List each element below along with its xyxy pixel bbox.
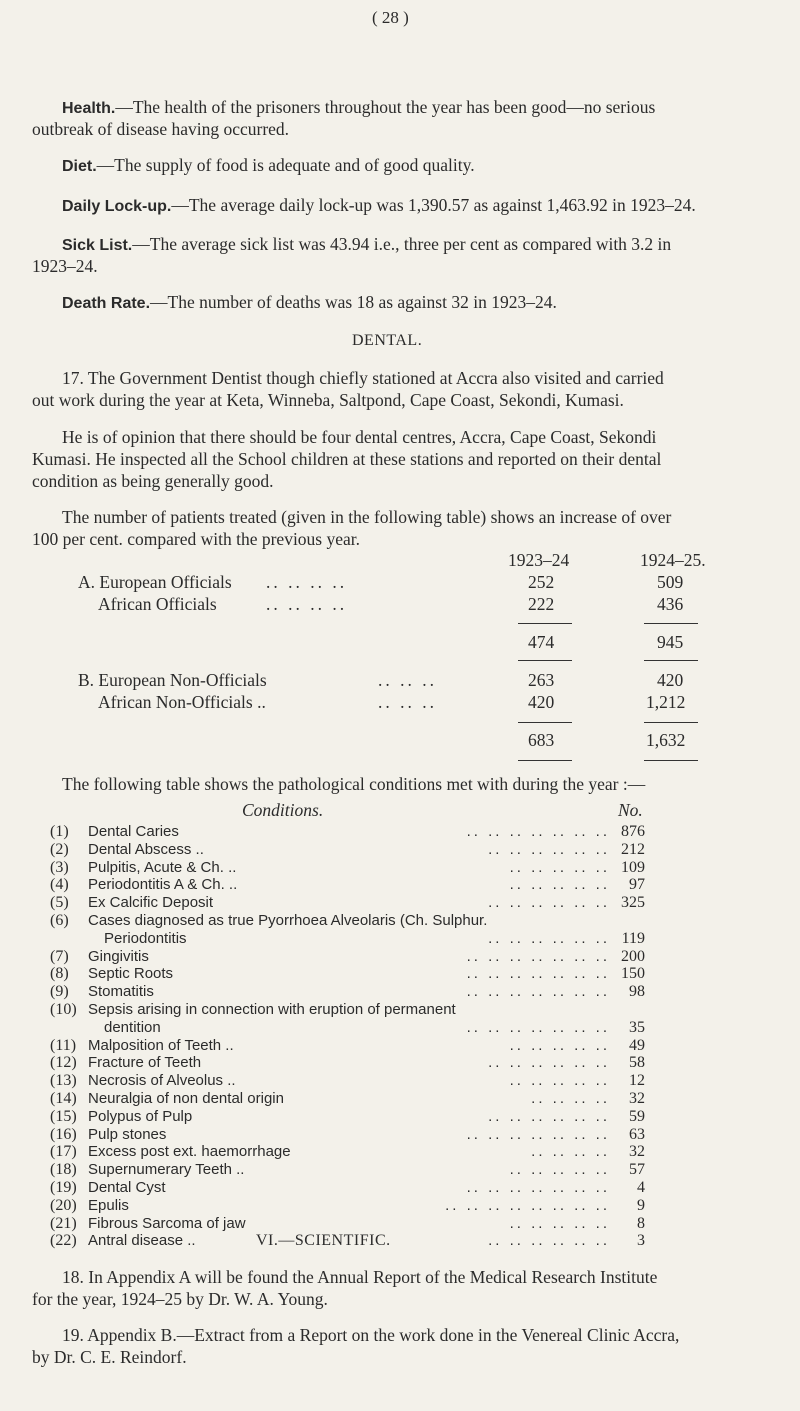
lockup-paragraph xyxy=(62,194,696,218)
condition-leader: .. .. .. .. .. .. xyxy=(488,894,610,911)
condition-label: Sepsis arising in connection with eruption of permanent xyxy=(88,1001,456,1018)
condition-leader: .. .. .. .. .. xyxy=(509,859,610,876)
sick-label: Sick List. xyxy=(62,237,133,254)
condition-label: Cases diagnosed as true Pyorrhoea Alveolaris (Ch. Sulphur. xyxy=(88,912,488,929)
condition-count: 59 xyxy=(629,1108,645,1125)
sick-text-line2: 1923–24. xyxy=(32,256,98,276)
condition-count: 119 xyxy=(621,930,645,947)
opinion-line2: Kumasi. He inspected all the School children at these stations and reported on their dental xyxy=(32,449,662,469)
diet-text: —The supply of food is adequate and of good quality. xyxy=(96,155,475,175)
health-label: Health. xyxy=(62,100,116,117)
death-label: Death Rate. xyxy=(62,295,151,312)
condition-number: (14) xyxy=(50,1090,77,1107)
condition-leader: .. .. .. .. .. .. xyxy=(488,841,610,858)
condition-number: (15) xyxy=(50,1108,77,1125)
diet-label: Diet. xyxy=(62,158,97,175)
row-v2: 436 xyxy=(657,594,684,614)
condition-leader: .. .. .. .. .. .. xyxy=(488,930,610,947)
condition-count: 98 xyxy=(629,983,645,1000)
condition-number: (8) xyxy=(50,965,69,982)
condition-number: (19) xyxy=(50,1179,77,1196)
condition-number: (18) xyxy=(50,1161,77,1178)
row-label: African Non-Officials .. xyxy=(98,692,266,712)
health-text: —The health of the prisoners throughout the year has been good—no serious xyxy=(115,97,656,117)
condition-leader: .. .. .. .. .. .. xyxy=(488,1054,610,1071)
condition-count: 58 xyxy=(629,1054,645,1071)
number-line1: The number of patients treated (given in the following table) shows an increase of over xyxy=(62,507,672,527)
condition-label: Excess post ext. haemorrhage xyxy=(88,1143,291,1160)
condition-label: Supernumerary Teeth .. xyxy=(88,1161,245,1178)
row-v1: 222 xyxy=(528,594,555,614)
total-rule xyxy=(644,760,698,761)
condition-count: 49 xyxy=(629,1037,645,1054)
total-v1: 683 xyxy=(528,730,555,750)
condition-number: (17) xyxy=(50,1143,77,1160)
condition-count: 212 xyxy=(621,841,645,858)
condition-label: Fracture of Teeth xyxy=(88,1054,202,1071)
condition-leader: .. .. .. .. .. .. .. xyxy=(466,1179,610,1196)
condition-label: Pulp stones xyxy=(88,1126,167,1143)
p19-line2: by Dr. C. E. Reindorf. xyxy=(32,1347,187,1367)
row-leader: .. .. .. .. xyxy=(266,594,348,614)
condition-count: 97 xyxy=(629,876,645,893)
condition-count: 9 xyxy=(637,1197,645,1214)
condition-label: Neuralgia of non dental origin xyxy=(88,1090,284,1107)
lockup-label: Daily Lock-up. xyxy=(62,198,172,215)
p17-line2: out work during the year at Keta, Winneba, Saltpond, Cape Coast, Sekondi, Kumasi. xyxy=(32,390,624,410)
condition-count: 4 xyxy=(637,1179,645,1196)
p18-line1: 18. In Appendix A will be found the Annual Report of the Medical Research Institute xyxy=(62,1267,658,1287)
condition-leader: .. .. .. .. .. xyxy=(509,1215,610,1232)
condition-leader: .. .. .. .. .. .. .. xyxy=(466,1126,610,1143)
p17-line1: 17. The Government Dentist though chiefly stationed at Accra also visited and carried xyxy=(62,368,664,388)
condition-count: 8 xyxy=(637,1215,645,1232)
subtotal-v1: 474 xyxy=(528,632,555,652)
opinion-line1: He is of opinion that there should be four dental centres, Accra, Cape Coast, Sekondi xyxy=(62,427,657,447)
condition-label: dentition xyxy=(104,1019,161,1036)
condition-label: Malposition of Teeth .. xyxy=(88,1037,234,1054)
count-header: No. xyxy=(618,800,643,820)
condition-number: (4) xyxy=(50,876,69,893)
condition-count: 32 xyxy=(629,1090,645,1107)
condition-number: (1) xyxy=(50,823,69,840)
condition-label: Periodontitis xyxy=(104,930,187,947)
row-leader: .. .. .. xyxy=(378,692,437,712)
condition-number: (11) xyxy=(50,1037,77,1054)
condition-label: Epulis xyxy=(88,1197,129,1214)
condition-count: 35 xyxy=(629,1019,645,1036)
condition-count: 876 xyxy=(621,823,645,840)
subtotal-rule xyxy=(644,623,698,624)
total-rule xyxy=(518,722,572,723)
condition-label: Periodontitis A & Ch. .. xyxy=(88,876,238,893)
p18-line2: for the year, 1924–25 by Dr. W. A. Young. xyxy=(32,1289,328,1309)
opinion-line3: condition as being generally good. xyxy=(32,471,274,491)
subtotal-rule xyxy=(644,660,698,661)
condition-label: Septic Roots xyxy=(88,965,174,982)
condition-number: (5) xyxy=(50,894,69,911)
condition-leader: .. .. .. .. xyxy=(531,1090,610,1107)
subtotal-rule xyxy=(518,623,572,624)
condition-leader: .. .. .. .. .. .. .. xyxy=(466,983,610,1000)
condition-number: (6) xyxy=(50,912,69,929)
following-paragraph: The following table shows the pathological conditions met with during the year :— xyxy=(62,774,646,794)
condition-count: 32 xyxy=(629,1143,645,1160)
condition-number: (10) xyxy=(50,1001,77,1018)
year-header-2: 1924–25. xyxy=(640,550,706,570)
death-text: —The number of deaths was 18 as against 32 in 1923–24. xyxy=(150,292,557,312)
subtotal-rule xyxy=(518,660,572,661)
total-rule xyxy=(644,722,698,723)
condition-label: Pulpitis, Acute & Ch. .. xyxy=(88,859,237,876)
scientific-heading: VI.—SCIENTIFIC. xyxy=(256,1232,391,1249)
condition-leader: .. .. .. .. .. .. .. xyxy=(466,1019,610,1036)
condition-number: (13) xyxy=(50,1072,77,1089)
year-header-1: 1923–24 xyxy=(508,550,570,570)
condition-number: (20) xyxy=(50,1197,77,1214)
condition-leader: .. .. .. .. .. xyxy=(509,1037,610,1054)
condition-leader: .. .. .. .. .. .. .. xyxy=(466,965,610,982)
health-paragraph xyxy=(62,96,655,120)
condition-leader: .. .. .. .. .. .. xyxy=(488,1232,610,1249)
health-text-line2: outbreak of disease having occurred. xyxy=(32,119,290,139)
page-number: ( 28 ) xyxy=(372,8,409,27)
condition-leader: .. .. .. .. .. .. xyxy=(488,1108,610,1125)
condition-number: (21) xyxy=(50,1215,77,1232)
condition-label: Dental Abscess .. xyxy=(88,841,204,858)
condition-count: 109 xyxy=(621,859,645,876)
row-v1: 252 xyxy=(528,572,555,592)
row-leader: .. .. .. .. xyxy=(266,572,348,592)
condition-label: Dental Caries xyxy=(88,823,179,840)
row-v2: 1,212 xyxy=(646,692,686,712)
condition-label: Ex Calcific Deposit xyxy=(88,894,214,911)
condition-number: (3) xyxy=(50,859,69,876)
diet-paragraph xyxy=(62,154,475,178)
condition-leader: .. .. .. .. xyxy=(531,1143,610,1160)
row-v2: 509 xyxy=(657,572,684,592)
condition-label: Stomatitis xyxy=(88,983,154,1000)
condition-leader: .. .. .. .. .. .. .. .. xyxy=(445,1197,610,1214)
condition-count: 150 xyxy=(621,965,645,982)
condition-label: Antral disease .. xyxy=(88,1232,196,1249)
condition-count: 325 xyxy=(621,894,645,911)
condition-count: 63 xyxy=(629,1126,645,1143)
number-line2: 100 per cent. compared with the previous year. xyxy=(32,529,361,549)
condition-number: (22) xyxy=(50,1232,77,1249)
row-label: African Officials xyxy=(98,594,217,614)
row-v1: 263 xyxy=(528,670,555,690)
row-v1: 420 xyxy=(528,692,555,712)
row-label: B. European Non-Officials xyxy=(78,670,267,690)
condition-number: (12) xyxy=(50,1054,77,1071)
condition-leader: .. .. .. .. .. xyxy=(509,876,610,893)
condition-number: (9) xyxy=(50,983,69,1000)
sick-text: —The average sick list was 43.94 i.e., three per cent as compared with 3.2 in xyxy=(132,234,672,254)
condition-count: 57 xyxy=(629,1161,645,1178)
dental-heading: DENTAL. xyxy=(352,332,423,349)
total-rule xyxy=(518,760,572,761)
condition-leader: .. .. .. .. .. .. .. xyxy=(466,823,610,840)
death-paragraph xyxy=(62,291,557,315)
condition-label: Gingivitis xyxy=(88,948,149,965)
p19-line1: 19. Appendix B.—Extract from a Report on the work done in the Venereal Clinic Accra, xyxy=(62,1325,680,1345)
condition-number: (2) xyxy=(50,841,69,858)
total-v2: 1,632 xyxy=(646,730,686,750)
condition-leader: .. .. .. .. .. xyxy=(509,1161,610,1178)
row-v2: 420 xyxy=(657,670,684,690)
condition-label: Polypus of Pulp xyxy=(88,1108,193,1125)
subtotal-v2: 945 xyxy=(657,632,684,652)
condition-label: Necrosis of Alveolus .. xyxy=(88,1072,236,1089)
condition-count: 12 xyxy=(629,1072,645,1089)
condition-count: 200 xyxy=(621,948,645,965)
condition-leader: .. .. .. .. .. .. .. xyxy=(466,948,610,965)
lockup-text: —The average daily lock-up was 1,390.57 as against 1,463.92 in 1923–24. xyxy=(171,195,696,215)
condition-number: (16) xyxy=(50,1126,77,1143)
conditions-header: Conditions. xyxy=(242,800,324,820)
condition-leader: .. .. .. .. .. xyxy=(509,1072,610,1089)
condition-label: Fibrous Sarcoma of jaw xyxy=(88,1215,246,1232)
condition-label: Dental Cyst xyxy=(88,1179,166,1196)
sick-paragraph xyxy=(62,233,671,257)
condition-count: 3 xyxy=(637,1232,645,1249)
condition-number: (7) xyxy=(50,948,69,965)
row-label: A. European Officials xyxy=(78,572,232,592)
row-leader: .. .. .. xyxy=(378,670,437,690)
